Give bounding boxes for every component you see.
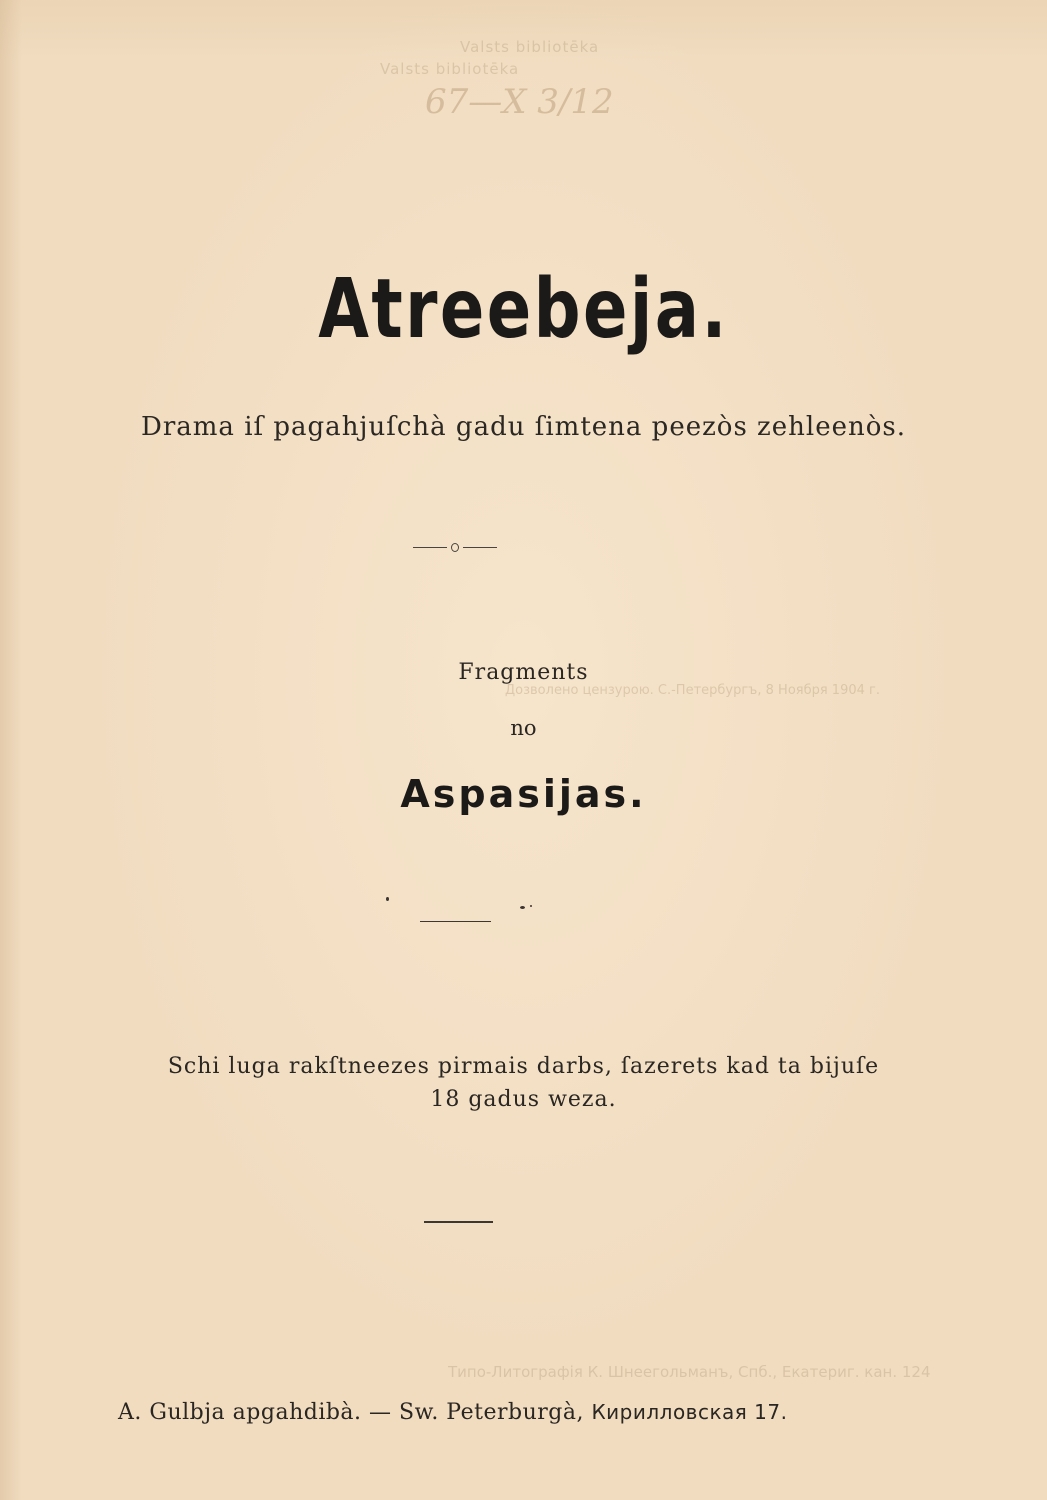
ink-speck — [520, 906, 525, 909]
imprint-publisher: A. Gulbja apgahdibà. — Sw. Peterburgà, — [118, 1400, 584, 1425]
censor-approval: Дозволено цензурою. С.-Петербургъ, 8 Ноября 1904 г. — [505, 683, 880, 698]
library-stamp-line: Valsts bibliotēka — [460, 38, 600, 56]
page-title: Atreebeja. — [318, 262, 729, 357]
imprint-line — [118, 1400, 818, 1425]
fragments-label: Fragments — [458, 660, 589, 685]
divider-rule-bottom — [424, 1221, 493, 1223]
ink-speck — [530, 905, 532, 907]
by-label: no — [510, 716, 537, 740]
author-name: Aspasijas. — [400, 772, 647, 816]
divider-rule — [420, 921, 491, 922]
note-line-1: Schi luga rakſtneezes pirmais darbs, ſazerets kad ta bijuſe — [167, 1054, 880, 1079]
library-stamp-line-2: Valsts bibliotēka — [380, 60, 520, 78]
ornament-divider — [413, 547, 497, 549]
subtitle: Drama iſ pagahjuſchà gadu ſimtena peezòs zehleenòs. — [141, 412, 906, 442]
library-stamp-number: 67—X 3/12 — [425, 82, 614, 122]
ink-speck — [386, 897, 389, 901]
note-line-2: 18 gadus weza. — [430, 1087, 617, 1112]
imprint-address: Кирилловская 17. — [591, 1400, 788, 1424]
printer-line: Типо-Литографія К. Шнеегольманъ, Спб., Екатериг. кан. 124 — [448, 1363, 931, 1381]
